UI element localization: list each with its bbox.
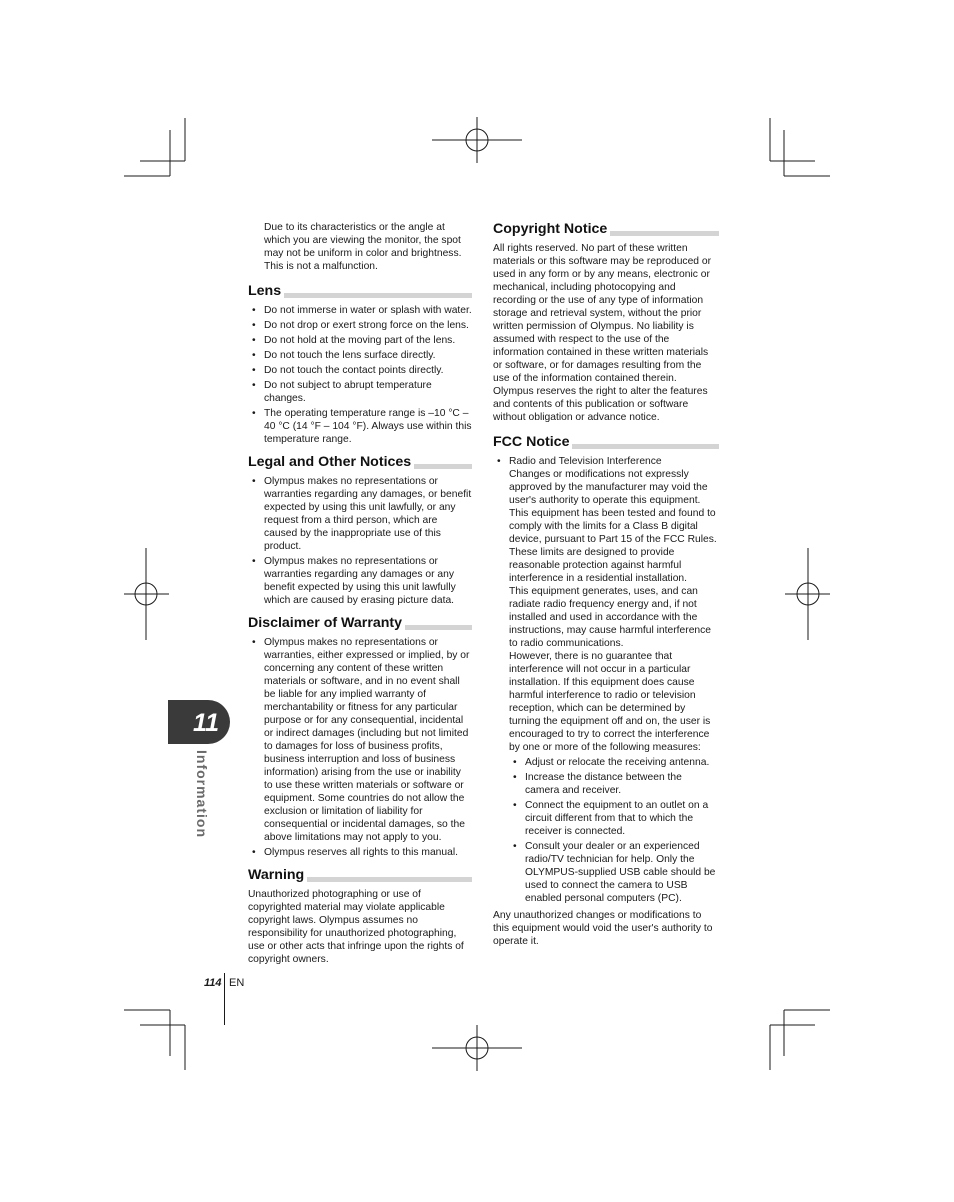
legal-list bbox=[248, 475, 472, 607]
chapter-side-label: Information bbox=[194, 750, 210, 838]
copyright-text: All rights reserved. No part of these written materials or this software may be reproduced or used in any form or by any means, electronic or mechanical, including photocopying and recording or the use of any type of information storage and retrieval system, without the prior written permission of Olympus. No liability is assumed with respect to the use of the information contained in these written materials or software, or for damages resulting from the use of the information contained therein. Olympus reserves the right to alter the features and contents of this publication or software without obligation or advance notice. bbox=[493, 243, 712, 423]
fcc-list bbox=[493, 455, 719, 468]
lens-heading: Lens bbox=[248, 283, 472, 299]
list-item: • Connect the equipment to an outlet on a circuit different from that to which the receiver is connected. bbox=[513, 800, 709, 837]
list-item: • Do not drop or exert strong force on the lens. bbox=[252, 320, 469, 331]
list-item: • The operating temperature range is –10 °C –40 °C (14 °F – 104 °F). Always use within this temperature range. bbox=[252, 408, 472, 445]
language-code: EN bbox=[229, 977, 245, 989]
list-item: • Do not hold at the moving part of the lens. bbox=[252, 335, 456, 346]
list-item: • Olympus reserves all rights to this manual. bbox=[252, 847, 458, 858]
list-item: • Do not subject to abrupt temperature changes. bbox=[252, 380, 432, 404]
list-item: • Consult your dealer or an experienced radio/TV technician for help. Only the OLYMPUS-supplied USB cable should be used to connect the camera to USB enabled personal computers (PC). bbox=[513, 841, 716, 904]
list-item: • Do not touch the contact points directly. bbox=[252, 365, 444, 376]
right-column bbox=[493, 221, 719, 948]
fcc-measures-list bbox=[509, 756, 719, 905]
list-item: • Olympus makes no representations or warranties, either expressed or implied, by or concerning any content of these written materials or software, and in no event shall be liable for any implied warranty of merchantability or fitness for any particular purpose or for any consequential, incidental or indirect damages (including but not limited to damages for loss of business profits, business interruption and loss of business information) arising from the use or inability to use these written materials or software or equipment. Some countries do not allow the exclusion or limitation of liability for consequential or incidental damages, so the above limitations may not apply to you. bbox=[252, 637, 470, 843]
disclaimer-heading: Disclaimer of Warranty bbox=[248, 615, 472, 631]
list-item: • Do not immerse in water or splash with water. bbox=[252, 305, 472, 316]
warning-heading: Warning bbox=[248, 867, 472, 883]
list-item: • Do not touch the lens surface directly. bbox=[252, 350, 436, 361]
list-item: • Olympus makes no representations or warranties regarding any damages, or benefit expected by using this unit lawfully, or any request from a third person, which are caused by the inappropriate use of this product. bbox=[252, 476, 472, 552]
fcc-paragraph: Changes or modifications not expressly approved by the manufacturer may void the user's authority to operate this equipment. This equipment has been tested and found to comply with the limits for a Class B digital device, pursuant to Part 15 of the FCC Rules. These limits are designed to provide reasonable protection against harmful interference in a residential installation. bbox=[509, 469, 717, 584]
fcc-closing-text: Any unauthorized changes or modifications to this equipment would void the user's authority to operate it. bbox=[493, 910, 713, 947]
fcc-paragraph: This equipment generates, uses, and can radiate radio frequency energy and, if not installed and used in accordance with the instructions, may cause harmful interference to radio communications. bbox=[509, 586, 712, 649]
footer-divider bbox=[224, 973, 225, 1025]
lens-list bbox=[248, 304, 472, 446]
list-item: • Increase the distance between the camera and receiver. bbox=[513, 772, 682, 796]
fcc-paragraph: However, there is no guarantee that interference will not occur in a particular installation. If this equipment does cause harmful interference to radio or television reception, which can be determined by turning the equipment off and on, the user is encouraged to try to correct the interference by one or more of the following measures: bbox=[509, 651, 711, 753]
disclaimer-list bbox=[248, 636, 472, 859]
list-item: • Olympus makes no representations or warranties regarding any damages or any benefit expected by using this unit lawfully which are caused by erasing picture data. bbox=[252, 556, 456, 606]
legal-heading: Legal and Other Notices bbox=[248, 454, 472, 470]
list-item: • Adjust or relocate the receiving antenna. bbox=[513, 757, 710, 768]
left-column bbox=[248, 221, 472, 966]
list-item: • Radio and Television Interference bbox=[497, 456, 662, 467]
monitor-intro-text: Due to its characteristics or the angle at which you are viewing the monitor, the spot may not be uniform in color and brightness. This is not a malfunction. bbox=[264, 222, 462, 272]
fcc-body bbox=[493, 468, 719, 905]
warning-text: Unauthorized photographing or use of copyrighted material may violate applicable copyright laws. Olympus assumes no responsibility for unauthorized photographing, use or other acts that infringe upon the rights of copyright owners. bbox=[248, 889, 464, 965]
copyright-heading: Copyright Notice bbox=[493, 221, 719, 237]
fcc-heading: FCC Notice bbox=[493, 434, 719, 450]
page-number: 114 bbox=[204, 977, 222, 989]
chapter-number: 11 bbox=[193, 709, 219, 737]
